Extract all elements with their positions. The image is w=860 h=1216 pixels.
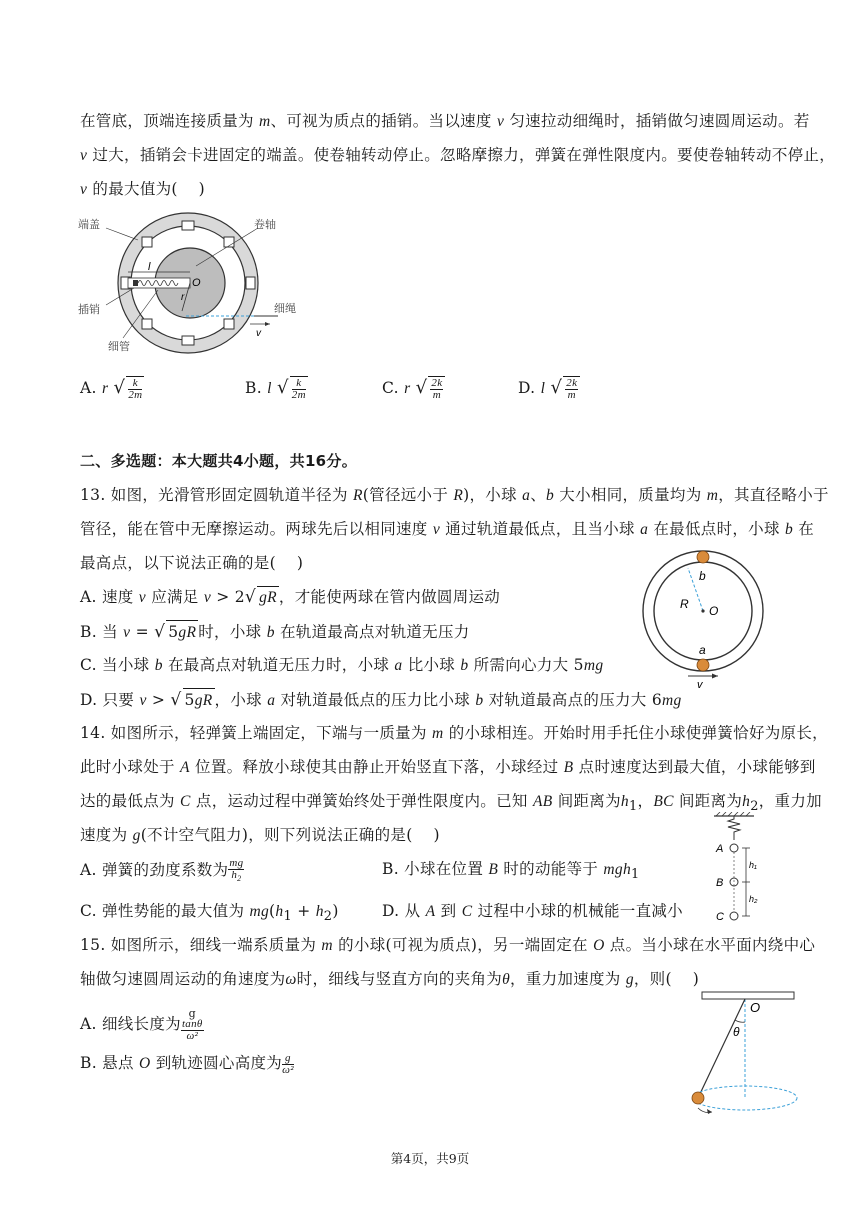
q13-option-b: B. 当 v = √ 5gR 时，小球 b 在轨道最高点对轨道无压力	[80, 622, 470, 642]
fig14-B: B	[716, 877, 724, 889]
q14-line-1: 14. 如图所示，轻弹簧上端固定，下端与一质量为 m 的小球相连。开始时用手托住小球使弹簧恰好为原长，	[80, 724, 828, 742]
q15-option-b: B. 悬点 O 到轨迹圆心高度为 $\frac{g}{\text{ω²}}$	[80, 1051, 294, 1076]
q13-line-3: 最高点，以下说法正确的是( )	[80, 554, 304, 572]
fig13-b: b	[699, 569, 706, 583]
q14-option-d: D. 从 A 到 C 过程中小球的机械能一直减小	[382, 902, 683, 920]
fig15-theta: θ	[733, 1025, 740, 1039]
q12-line-3: v 的最大值为( )	[80, 180, 206, 198]
fig12-v: v	[256, 328, 261, 339]
q14-option-a: A. 弹簧的劲度系数为 $\frac{mg}{h_2}$	[80, 857, 244, 884]
q14-option-b: B. 小球在位置 B 时的动能等于 mgh$_1$	[382, 860, 640, 883]
fig13-O: O	[709, 604, 719, 618]
q15-line-2: 轴做匀速圆周运动的角速度为ω时，细线与竖直方向的夹角为θ，重力加速度为 g，则( )	[80, 970, 700, 988]
fig13-R: R	[680, 597, 689, 611]
fig12-rope-label: 细绳	[274, 303, 296, 315]
q12-option-b: B. l √ $\frac{k}{2m}$	[245, 376, 306, 401]
q15-line-1: 15. 如图所示，细线一端系质量为 m 的小球(可视为质点)，另一端固定在 O 点。当小球在水平面内绕中心	[80, 936, 816, 954]
q13-line-1: 13. 如图，光滑管形固定圆轨道半径为 R(管径远小于 R)，小球 a、b 大小相同，质量均为 m，其直径略小于	[80, 486, 829, 504]
fig14-C: C	[716, 911, 724, 923]
q14-line-3: 达的最低点为 C 点，运动过程中弹簧始终处于弹性限度内。已知 AB 间距离为$h_1$，BC 间距离为$h_2$，重力加	[80, 792, 822, 815]
q12-line-2: v 过大，插销会卡进固定的端盖。使卷轴转动停止。忽略摩擦力，弹簧在弹性限度内。要使卷轴转动不停止，	[80, 146, 836, 164]
conical-pendulum-figure	[690, 990, 800, 1120]
q12-option-a: A. r √ $\frac{k}{2m}$	[80, 376, 143, 401]
q13-option-a: A. 速度 v 应满足 v > 2√ gR ，才能使两球在管内做圆周运动	[80, 587, 501, 607]
q14-line-4: 速度为 g(不计空气阻力)，则下列说法正确的是( )	[80, 826, 440, 844]
fig12-r: r	[181, 292, 185, 303]
q12-option-d: D. l √ $\frac{2k}{m}$	[518, 376, 580, 401]
fig14-h2: h₂	[749, 894, 758, 904]
q15-option-a: A. 细线长度为 g tanθ ω²	[80, 1007, 203, 1042]
fig12-reel-label: 卷轴	[254, 219, 276, 231]
fig13-v: v	[697, 679, 703, 690]
q14-option-c: C. 弹性势能的最大值为 $mg(h_1 + h_2)$	[80, 902, 339, 925]
q13-option-d: D. 只要 v > √ 5gR ，小球 a 对轨道最低点的压力比小球 b 对轨道最高点的压力大 6mg	[80, 690, 682, 710]
q13-option-c: C. 当小球 b 在最高点对轨道无压力时，小球 a 比小球 b 所需向心力大 5mg	[80, 656, 604, 674]
fig13-a: a	[699, 643, 706, 657]
q14-line-2: 此时小球处于 A 位置。释放小球使其由静止开始竖直下落，小球经过 B 点时速度达到最大值，小球能够到	[80, 758, 816, 776]
fig14-A: A	[716, 843, 724, 855]
fig12-cap-label: 端盖	[78, 219, 100, 231]
q12-option-c: C. r √ $\frac{2k}{m}$	[382, 376, 445, 401]
fig12-tube-label: 细管	[108, 341, 130, 353]
q12-line-1	[80, 110, 810, 133]
page-footer: 第4页，共9页	[390, 1151, 470, 1166]
section-heading: 二、多选题：本大题共4小题，共16分。	[80, 452, 358, 470]
q13-line-2: 管径，能在管中无摩擦运动。两球先后以相同速度 v 通过轨道最低点，且当小球 a 在最低点时，小球 b 在	[80, 520, 815, 538]
spring-figure	[706, 812, 766, 924]
reel-figure	[78, 208, 338, 358]
fig12-O: O	[192, 277, 201, 289]
fig12-l: l	[148, 261, 151, 273]
q12-line-1-text: 在管底，顶端连接质量为 m、可视为质点的插销。当以速度 v 匀速拉动细绳时，插销做匀速圆周运动。若	[80, 112, 810, 130]
fig15-O: O	[750, 1000, 761, 1015]
track-figure	[636, 548, 772, 690]
fig14-h1: h₁	[749, 860, 757, 870]
fig12-pin-label: 插销	[78, 304, 100, 316]
